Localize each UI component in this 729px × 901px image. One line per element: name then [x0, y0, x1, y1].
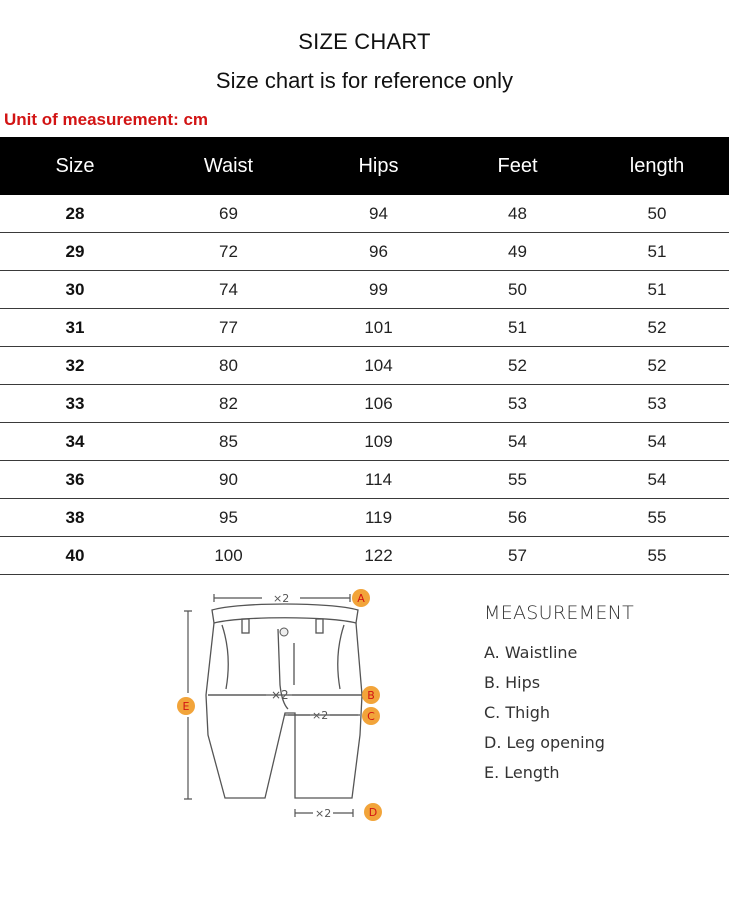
marker-d [364, 803, 382, 821]
page-subtitle: Size chart is for reference only [215, 68, 514, 93]
cell-feet: 49 [450, 233, 585, 271]
cell-hips: 99 [307, 271, 450, 309]
shorts-waistband [212, 604, 358, 623]
cell-hips: 114 [307, 461, 450, 499]
cell-length: 50 [585, 195, 729, 233]
cell-length: 51 [585, 271, 729, 309]
table-row [0, 385, 729, 423]
table-header-row [0, 137, 729, 195]
multiplier-waist: ×2 [273, 592, 290, 605]
cell-hips: 119 [307, 499, 450, 537]
cell-hips: 104 [307, 347, 450, 385]
table-row [0, 347, 729, 385]
table-row [0, 233, 729, 271]
pocket-right [338, 625, 344, 689]
cell-size: 31 [0, 309, 150, 347]
multiplier-thigh: ×2 [312, 709, 329, 722]
marker-c [362, 707, 380, 725]
cell-length: 54 [585, 461, 729, 499]
cell-length: 52 [585, 347, 729, 385]
table-row [0, 195, 729, 233]
cell-size: 33 [0, 385, 150, 423]
cell-size: 28 [0, 195, 150, 233]
table-row [0, 271, 729, 309]
cell-feet: 50 [450, 271, 585, 309]
cell-hips: 96 [307, 233, 450, 271]
cell-feet: 54 [450, 423, 585, 461]
marker-e [177, 697, 195, 715]
cell-hips: 101 [307, 309, 450, 347]
marker-a-label: A [357, 592, 365, 605]
column-header-waist: Waist [150, 137, 307, 195]
cell-waist: 100 [150, 537, 307, 575]
cell-hips: 94 [307, 195, 450, 233]
page-title: SIZE CHART [298, 29, 431, 54]
marker-d-label: D [368, 806, 378, 819]
cell-size: 29 [0, 233, 150, 271]
cell-length: 55 [585, 499, 729, 537]
marker-b [362, 686, 380, 704]
cell-length: 51 [585, 233, 729, 271]
cell-size: 38 [0, 499, 150, 537]
cell-hips: 109 [307, 423, 450, 461]
measurement-item-thigh: C. Thigh [484, 703, 550, 722]
cell-length: 55 [585, 537, 729, 575]
marker-c-label: C [367, 710, 375, 723]
cell-waist: 77 [150, 309, 307, 347]
cell-hips: 122 [307, 537, 450, 575]
cell-size: 36 [0, 461, 150, 499]
button-icon [280, 628, 288, 636]
cell-size: 32 [0, 347, 150, 385]
pocket-left [222, 625, 228, 689]
table-row [0, 537, 729, 575]
cell-feet: 51 [450, 309, 585, 347]
table-row [0, 423, 729, 461]
cell-waist: 74 [150, 271, 307, 309]
column-header-size: Size [0, 137, 150, 195]
cell-length: 52 [585, 309, 729, 347]
shorts-diagram [170, 585, 400, 825]
cell-length: 54 [585, 423, 729, 461]
size-table [0, 137, 729, 575]
cell-feet: 48 [450, 195, 585, 233]
multiplier-leg: ×2 [315, 807, 332, 820]
marker-e-label: E [182, 700, 190, 713]
cell-waist: 72 [150, 233, 307, 271]
cell-size: 30 [0, 271, 150, 309]
belt-loop-right [316, 619, 323, 633]
cell-feet: 55 [450, 461, 585, 499]
marker-b-label: B [367, 689, 375, 702]
measurement-item-waistline: A. Waistline [484, 643, 578, 662]
marker-a [352, 589, 370, 607]
measurement-item-length: E. Length [484, 763, 560, 782]
cell-waist: 80 [150, 347, 307, 385]
cell-size: 34 [0, 423, 150, 461]
column-header-hips: Hips [307, 137, 450, 195]
table-row [0, 309, 729, 347]
cell-length: 53 [585, 385, 729, 423]
cell-feet: 56 [450, 499, 585, 537]
measurement-item-hips: B. Hips [484, 673, 541, 692]
cell-hips: 106 [307, 385, 450, 423]
column-header-feet: Feet [450, 137, 585, 195]
measurement-item-leg-opening: D. Leg opening [484, 733, 605, 752]
cell-waist: 90 [150, 461, 307, 499]
table-row [0, 499, 729, 537]
cell-feet: 57 [450, 537, 585, 575]
belt-loop-left [242, 619, 249, 633]
unit-note: Unit of measurement: cm [4, 110, 209, 129]
measurement-legend [484, 602, 634, 788]
column-header-length: length [585, 137, 729, 195]
cell-size: 40 [0, 537, 150, 575]
cell-waist: 95 [150, 499, 307, 537]
cell-waist: 69 [150, 195, 307, 233]
cell-feet: 53 [450, 385, 585, 423]
cell-waist: 82 [150, 385, 307, 423]
cell-feet: 52 [450, 347, 585, 385]
cell-waist: 85 [150, 423, 307, 461]
table-row [0, 461, 729, 499]
measurement-title: MEASUREMENT [484, 602, 635, 624]
multiplier-hips: ×2 [271, 688, 289, 702]
